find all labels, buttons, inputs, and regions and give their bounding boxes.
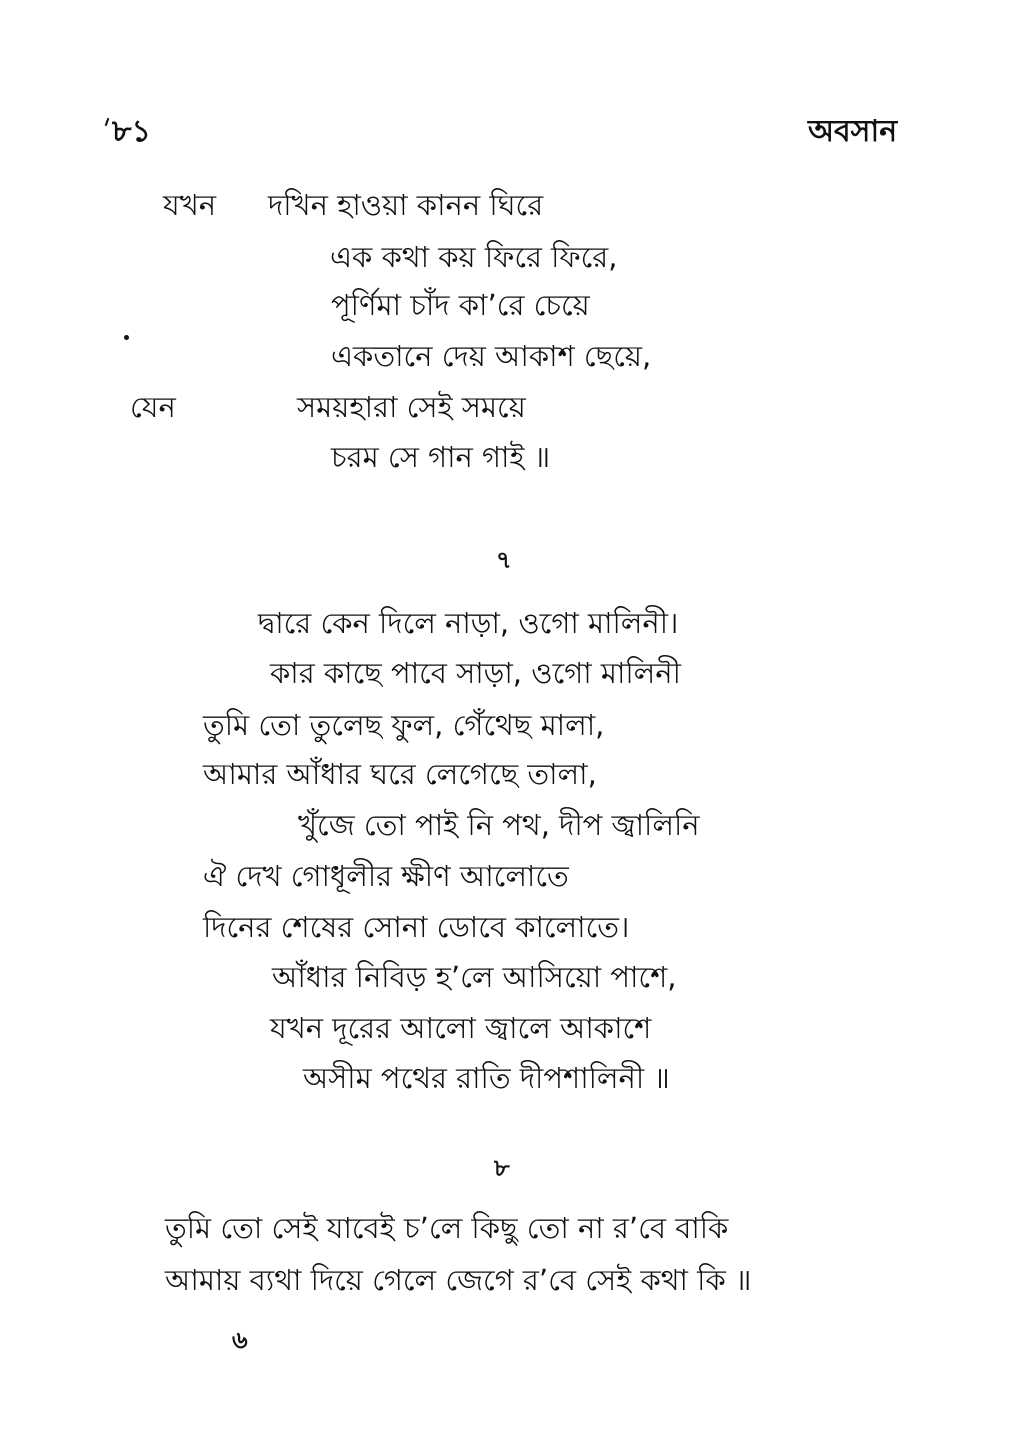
song6-line1-lead: যখন (163, 188, 217, 222)
song7-line: খুঁজে তো পাই নি পথ, দীপ জ্বালিনি (298, 808, 700, 842)
song7-number: ৭ (496, 546, 512, 574)
song6-line6: চরম সে গান গাই ॥ (331, 440, 551, 474)
song8-line: আমায় ব্যথা দিয়ে গেলে জেগে র’বে সেই কথা কি ॥ (165, 1263, 752, 1297)
song6-line5: সময়হারা সেই সময়ে (297, 390, 526, 424)
song7-line: যখন দূরের আলো জ্বালে আকাশে (270, 1011, 652, 1045)
song7-line: কার কাছে পাবে সাড়া, ওগো মালিনী (270, 656, 681, 690)
running-title: অবসান (808, 114, 898, 149)
song7-line: দিনের শেষের সোনা ডোবে কালোতে। (203, 910, 630, 944)
page-number: ৮১ (112, 114, 151, 149)
song7-line: দ্বারে কেন দিলে নাড়া, ওগো মালিনী। (258, 606, 679, 640)
ink-dot (124, 335, 129, 340)
song7-line: আঁধার নিবিড় হ’লে আসিয়ো পাশে, (272, 960, 677, 994)
song6-line5-lead: যেন (130, 390, 176, 424)
song7-line: অসীম পথের রাতি দীপশালিনী ॥ (303, 1061, 670, 1095)
song6-line4: একতানে দেয় আকাশ ছেয়ে, (331, 339, 652, 373)
song6-line2: এক কথা কয় ফিরে ফিরে, (330, 240, 618, 274)
song6-line1: দখিন হাওয়া কানন ঘিরে (268, 188, 544, 222)
song8-number: ৮ (494, 1154, 510, 1182)
song8-line: তুমি তো সেই যাবেই চ’লে কিছু তো না র’বে বাকি (165, 1211, 729, 1245)
song7-line: আমার আঁধার ঘরে লেগেছে তালা, (203, 757, 597, 791)
song6-line3: পূর্ণিমা চাঁদ কা’রে চেয়ে (331, 288, 590, 322)
signature-mark: ৬ (232, 1326, 248, 1354)
song7-line: তুমি তো তুলেছ ফুল, গেঁথেছ মালা, (203, 708, 605, 742)
ink-mark (105, 118, 110, 126)
song7-line: ঐ দেখ গোধূলীর ক্ষীণ আলোতে (203, 859, 569, 893)
